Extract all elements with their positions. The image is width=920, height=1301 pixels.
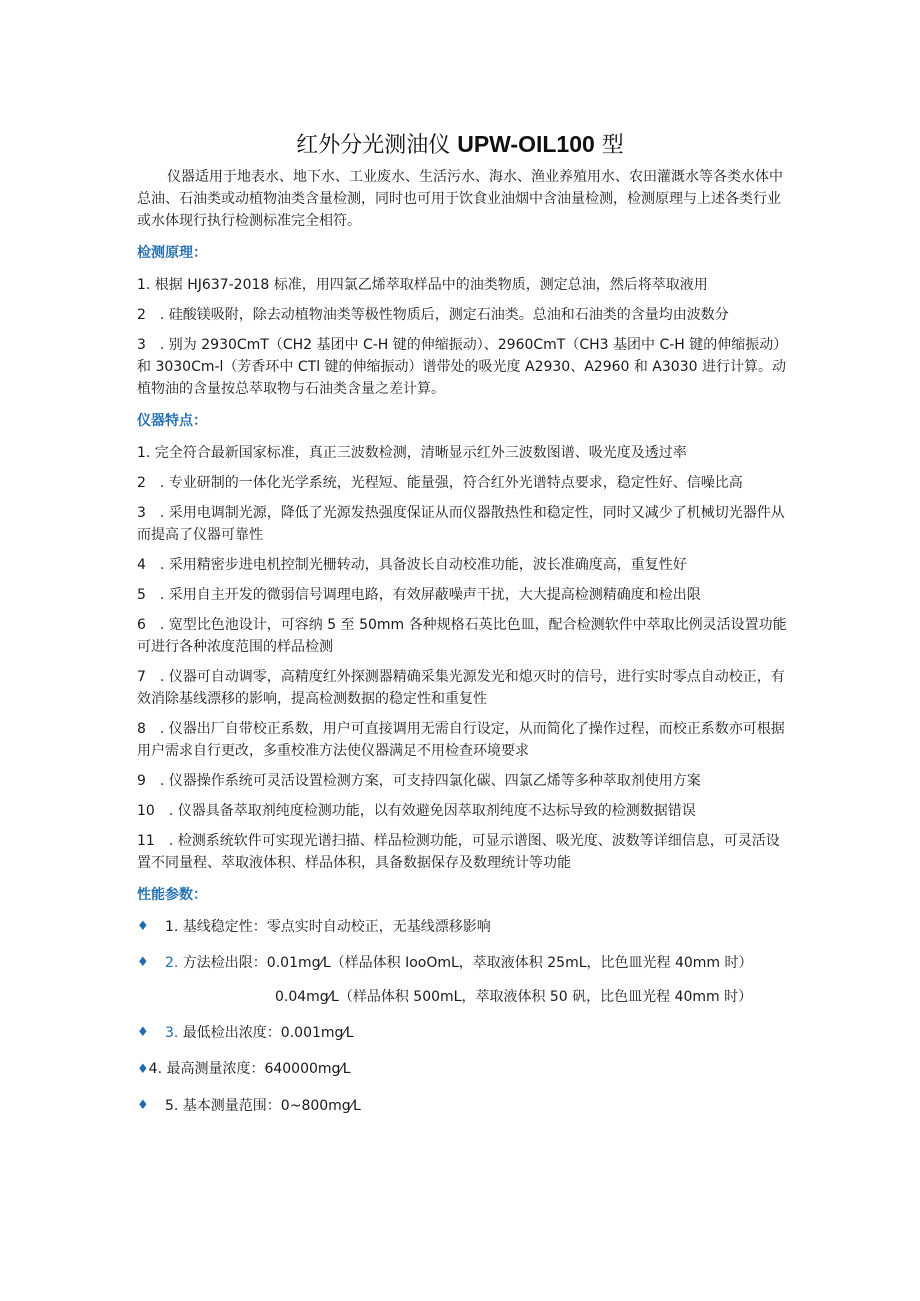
page-title [0,128,920,162]
principle-item: 1. 根据 HJ637-2018 标准，用四氯乙烯萃取样品中的油类物质，测定总油，然后将萃取液用 [137,277,708,293]
performance-list [137,916,787,1117]
principle-list [137,274,787,400]
feature-item: 6 . 宽型比色池设计，可容纳 5 至 50mm 各种规格石英比色皿，配合检测软件中萃取比例灵活设置功能可进行各种浓度范围的样品检测 [137,617,787,655]
title-prefix: 红外分光测油仪 [296,133,458,158]
performance-item [137,1095,787,1117]
performance-text: 方法检出限：0.01mg⁄L（样品体积 IooOmL，萃取液体积 25mL，比色皿光程 40mm 时） [178,955,753,971]
performance-number: 2. [165,955,179,971]
principle-heading: 检测原理： [137,245,207,261]
performance-text: 5. 基本测量范围：0~800mg⁄L [165,1098,361,1114]
feature-item: 7 . 仪器可自动调零，高精度红外探测器精确采集光源发光和熄灭时的信号，进行实时零点自动校正，有效消除基线漂移的影响，提高检测数据的稳定性和重复性 [137,669,785,707]
diamond-bullet-icon: ♦ [137,1025,149,1040]
title-suffix: 型 [594,133,624,158]
principle-item: 2 . 硅酸镁吸附，除去动植物油类等极性物质后，测定石油类。总油和石油类的含量均由波数分 [137,307,729,323]
intro-paragraph: 仪器适用于地表水、地下水、工业废水、生活污水、海水、渔业养殖用水、农田灌溉水等各类水体中总油、石油类或动植物油类含量检测，同时也可用于饮食业油烟中含油量检测，检测原理与上述各类行业或水体现行执行检测标准完全相符。 [137,169,783,229]
performance-text: 最低检出浓度：0.001mg⁄L [178,1025,354,1041]
performance-item [137,916,787,938]
performance-continuation: 0.04mg⁄L（样品体积 500mL，萃取液体积 50 矾，比色皿光程 40mm 时） [275,989,753,1005]
features-heading: 仪器特点： [137,413,207,429]
features-list [137,442,787,874]
performance-item [137,952,787,1008]
feature-item: 1. 完全符合最新国家标准，真正三波数检测，清晰显示红外三波数图谱、吸光度及透过率 [137,445,687,461]
feature-item: 10 . 仪器具备萃取剂纯度检测功能，以有效避免因萃取剂纯度不达标导致的检测数据错误 [137,803,696,819]
document-body [137,166,787,1131]
title-model: UPW-OIL100 [457,131,595,157]
performance-heading: 性能参数： [137,887,207,903]
diamond-bullet-icon: ♦ [137,1062,149,1077]
performance-text: 4. 最高测量浓度：640000mg⁄L [148,1061,351,1077]
feature-item: 2 . 专业研制的一体化光学系统，光程短、能量强，符合红外光谱特点要求，稳定性好、信噪比高 [137,475,743,491]
feature-item: 5 . 采用自主开发的微弱信号调理电路，有效屏蔽噪声干扰，大大提高检测精确度和检出限 [137,587,701,603]
feature-item: 4 . 采用精密步进电机控制光栅转动，具备波长自动校准功能，波长准确度高，重复性好 [137,557,687,573]
feature-item: 8 . 仪器出厂自带校正系数，用户可直接调用无需自行设定，从而简化了操作过程，而校正系数亦可根据用户需求自行更改，多重校准方法使仪器满足不用检查环境要求 [137,721,785,759]
feature-item: 9 . 仪器操作系统可灵活设置检测方案，可支持四氯化碳、四氯乙烯等多种萃取剂使用方案 [137,773,701,789]
performance-text: 1. 基线稳定性：零点实时自动校正，无基线漂移影响 [165,919,491,935]
performance-number: 3. [165,1025,179,1041]
diamond-bullet-icon: ♦ [137,919,149,934]
feature-item: 3 . 采用电调制光源，降低了光源发热强度保证从而仪器散热性和稳定性，同时又减少了机械切光器件从而提高了仪器可靠性 [137,505,785,543]
diamond-bullet-icon: ♦ [137,1098,149,1113]
diamond-bullet-icon: ♦ [137,955,149,970]
performance-item [137,1022,787,1044]
principle-item: 3 . 别为 2930CmT（CH2 基团中 C-H 键的伸缩振动）、2960CmT（CH3 基团中 C-H 键的伸缩振动）和 3030Cm-l（芳香环中 CTl 键的伸缩振动）谱带处的吸光度 A2930、A2960 和 A3030 进行计算。动植物油的含量按总萃取物与石油类含量之差计算。 [137,337,786,397]
performance-item [137,1058,787,1081]
feature-item: 11 . 检测系统软件可实现光谱扫描、样品检测功能，可显示谱图、吸光度、波数等详细信息，可灵活设置不同量程、萃取液体积、样品体积，具备数据保存及数理统计等功能 [137,833,780,871]
